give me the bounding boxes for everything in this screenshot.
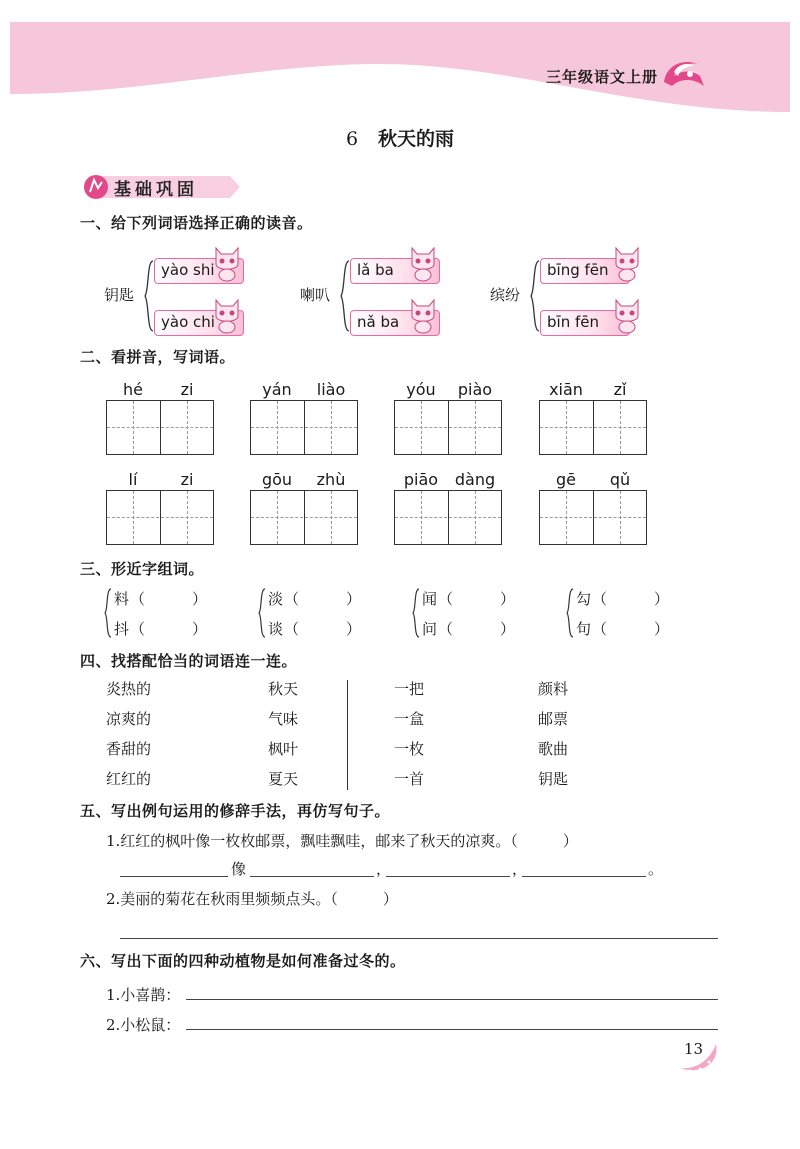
pinyin: qǔ bbox=[609, 470, 631, 489]
match-left-word[interactable]: 红红的 bbox=[106, 770, 152, 788]
paren-close: ） bbox=[346, 590, 362, 608]
answer-line[interactable] bbox=[120, 876, 228, 877]
q3-char: 谈 bbox=[268, 620, 284, 638]
q1-heading: 一、给下列词语选择正确的读音。 bbox=[80, 214, 313, 232]
writing-grid[interactable] bbox=[106, 490, 214, 545]
paren-open: （ bbox=[284, 620, 300, 638]
q3-pair bbox=[104, 588, 214, 644]
match-noun[interactable]: 邮票 bbox=[538, 710, 569, 728]
lesson-name: 秋天的雨 bbox=[378, 128, 455, 150]
answer-line[interactable] bbox=[522, 876, 646, 877]
writing-grid[interactable] bbox=[250, 400, 358, 455]
lesson-title bbox=[0, 124, 800, 151]
match-right-word[interactable]: 枫叶 bbox=[268, 740, 299, 758]
paren-close: ） bbox=[654, 620, 670, 638]
paren-open: （ bbox=[592, 590, 608, 608]
q5-sentence-2: 2.美丽的菊花在秋雨里频频点头。（ ） bbox=[106, 890, 398, 908]
q3-char: 问 bbox=[422, 620, 438, 638]
q6-item-label: 2.小松鼠： bbox=[106, 1016, 181, 1034]
pinyin: gōu bbox=[261, 470, 293, 489]
pinyin: xiān bbox=[549, 380, 583, 399]
brace-icon bbox=[530, 260, 540, 332]
q3-char: 淡 bbox=[268, 590, 284, 608]
match-right-word[interactable]: 气味 bbox=[268, 710, 299, 728]
pinyin: zǐ bbox=[613, 380, 627, 399]
q3-char: 句 bbox=[576, 620, 592, 638]
cat-icon bbox=[612, 296, 642, 334]
brace-icon bbox=[566, 588, 574, 638]
q1-option[interactable]: nǎ ba bbox=[350, 310, 440, 336]
cat-icon bbox=[212, 296, 242, 334]
pinyin: hé bbox=[123, 380, 143, 399]
paren-open: （ bbox=[130, 590, 146, 608]
cat-icon bbox=[408, 296, 438, 334]
paren-open: （ bbox=[284, 590, 300, 608]
brace-icon bbox=[412, 588, 420, 638]
writing-grid[interactable] bbox=[250, 490, 358, 545]
match-noun[interactable]: 颜料 bbox=[538, 680, 569, 698]
brace-icon bbox=[144, 260, 154, 332]
cat-icon bbox=[212, 244, 242, 282]
q1-option[interactable]: yào shi bbox=[154, 258, 244, 284]
pinyin: lí bbox=[128, 470, 138, 489]
paren-open: （ bbox=[592, 620, 608, 638]
brace-icon bbox=[104, 588, 112, 638]
q3-pair bbox=[412, 588, 522, 644]
paren-close: ） bbox=[500, 590, 516, 608]
paren-close: ） bbox=[654, 590, 670, 608]
match-measure-word[interactable]: 一把 bbox=[394, 680, 425, 698]
answer-line[interactable] bbox=[186, 999, 718, 1000]
q5-like-word: 像 bbox=[231, 860, 247, 878]
match-right-word[interactable]: 秋天 bbox=[268, 680, 299, 698]
lesson-number: 6 bbox=[345, 128, 359, 150]
book-title: 三年级语文上册 bbox=[545, 68, 658, 86]
cat-icon bbox=[408, 244, 438, 282]
q1-option[interactable]: bīng fēn bbox=[540, 258, 630, 284]
writing-grid[interactable] bbox=[394, 490, 502, 545]
match-measure-word[interactable]: 一首 bbox=[394, 770, 425, 788]
brace-icon bbox=[340, 260, 350, 332]
answer-line[interactable] bbox=[186, 1029, 718, 1030]
q5-sentence-1: 1.红红的枫叶像一枚枚邮票，飘哇飘哇，邮来了秋天的凉爽。（ ） bbox=[106, 832, 578, 850]
q3-char: 料 bbox=[114, 590, 130, 608]
pinyin: piào bbox=[457, 380, 493, 399]
paren-open: （ bbox=[130, 620, 146, 638]
pinyin: zi bbox=[180, 380, 194, 399]
answer-line[interactable] bbox=[120, 938, 718, 939]
q1-word: 喇叭 bbox=[300, 286, 331, 304]
publisher-logo-icon bbox=[660, 52, 706, 94]
pinyin: zi bbox=[180, 470, 194, 489]
pinyin: gē bbox=[556, 470, 576, 489]
pinyin: yán bbox=[262, 380, 292, 399]
match-left-word[interactable]: 炎热的 bbox=[106, 680, 152, 698]
q1-option[interactable]: yào chi bbox=[154, 310, 244, 336]
q3-heading: 三、形近字组词。 bbox=[80, 560, 205, 578]
page-number: 13 bbox=[684, 1040, 704, 1058]
q3-pair bbox=[258, 588, 368, 644]
match-noun[interactable]: 歌曲 bbox=[538, 740, 569, 758]
paren-close: ） bbox=[192, 590, 208, 608]
writing-grid[interactable] bbox=[539, 490, 647, 545]
answer-line[interactable] bbox=[386, 876, 510, 877]
match-right-word[interactable]: 夏天 bbox=[268, 770, 299, 788]
paren-close: ） bbox=[500, 620, 516, 638]
comma: ， bbox=[512, 860, 528, 878]
cat-icon bbox=[612, 244, 642, 282]
q3-pair bbox=[566, 588, 676, 644]
q5-heading: 五、写出例句运用的修辞手法，再仿写句子。 bbox=[80, 802, 391, 820]
q3-char: 勾 bbox=[576, 590, 592, 608]
q3-char: 抖 bbox=[114, 620, 130, 638]
q1-word: 钥匙 bbox=[104, 286, 135, 304]
brace-icon bbox=[258, 588, 266, 638]
q6-item-label: 1.小喜鹊： bbox=[106, 986, 181, 1004]
answer-line[interactable] bbox=[250, 876, 374, 877]
pinyin: piāo bbox=[403, 470, 439, 489]
match-measure-word[interactable]: 一枚 bbox=[394, 740, 425, 758]
writing-grid[interactable] bbox=[106, 400, 214, 455]
paren-close: ） bbox=[346, 620, 362, 638]
paren-open: （ bbox=[438, 620, 454, 638]
q1-option[interactable]: bīn fēn bbox=[540, 310, 630, 336]
q3-char: 闻 bbox=[422, 590, 438, 608]
q1-word: 缤纷 bbox=[490, 286, 521, 304]
q4-heading: 四、找搭配恰当的词语连一连。 bbox=[80, 652, 298, 670]
period: 。 bbox=[648, 860, 664, 878]
paren-close: ） bbox=[192, 620, 208, 638]
divider bbox=[347, 680, 348, 790]
pinyin: zhù bbox=[316, 470, 346, 489]
writing-grid[interactable] bbox=[394, 400, 502, 455]
match-measure-word[interactable]: 一盒 bbox=[394, 710, 425, 728]
section-tag-label: 基础巩固 bbox=[114, 180, 198, 200]
q6-heading: 六、写出下面的四种动植物是如何准备过冬的。 bbox=[80, 952, 406, 970]
writing-grid[interactable] bbox=[539, 400, 647, 455]
match-left-word[interactable]: 凉爽的 bbox=[106, 710, 152, 728]
q2-heading: 二、看拼音，写词语。 bbox=[80, 348, 236, 366]
match-left-word[interactable]: 香甜的 bbox=[106, 740, 152, 758]
pinyin: dàng bbox=[454, 470, 496, 489]
section-tag bbox=[80, 174, 242, 200]
pinyin: liào bbox=[316, 380, 346, 399]
q1-option[interactable]: lǎ ba bbox=[350, 258, 440, 284]
paren-open: （ bbox=[438, 590, 454, 608]
pinyin: yóu bbox=[406, 380, 436, 399]
match-noun[interactable]: 钥匙 bbox=[538, 770, 569, 788]
comma: ， bbox=[376, 860, 392, 878]
